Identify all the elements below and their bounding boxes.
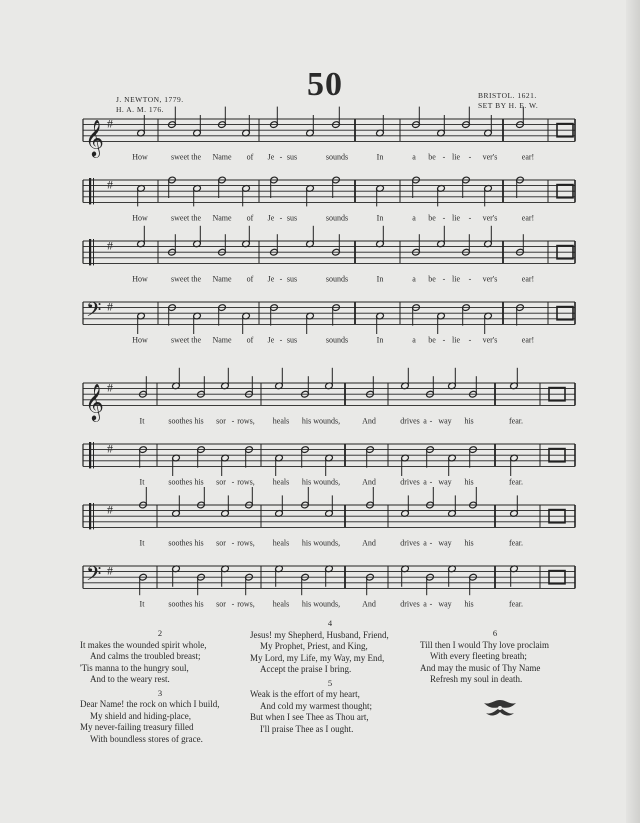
lyric-syllable: How xyxy=(132,335,148,345)
lyric-syllable: fear. xyxy=(509,599,523,609)
lyric-syllable: In xyxy=(376,335,384,345)
lyric-syllable: ear! xyxy=(521,213,535,223)
verse-number: 6 xyxy=(492,628,498,638)
page-edge-shadow xyxy=(626,0,640,823)
lyric-syllable: sus xyxy=(286,335,298,345)
lyric-syllable: a xyxy=(423,599,427,609)
hymn-number: 50 xyxy=(307,66,343,103)
lyric-syllable: Name xyxy=(212,335,232,345)
verse-line: It makes the wounded spirit whole, xyxy=(80,639,207,650)
lyric-syllable: a xyxy=(412,213,416,223)
lyric-syllable: sus xyxy=(286,213,298,223)
lyric-syllable: - xyxy=(429,599,433,609)
lyric-syllable: a xyxy=(423,416,427,426)
lyric-syllable: It xyxy=(139,538,145,548)
lyric-syllable: How xyxy=(132,213,148,223)
lyric-syllable: - xyxy=(429,477,433,487)
verse-line: With every fleeting breath; xyxy=(430,651,527,661)
lyric-syllable: drives xyxy=(400,599,420,609)
lyric-syllable: It xyxy=(139,416,145,426)
sharp-icon: # xyxy=(107,177,113,192)
lyric-syllable: sor xyxy=(216,477,226,487)
lyric-syllable: soothes his xyxy=(168,538,204,548)
lyric-syllable: sor xyxy=(216,599,226,609)
lyric-syllable: - xyxy=(442,274,446,284)
lyric-syllable: be xyxy=(428,152,436,162)
lyric-syllable: And xyxy=(362,477,376,487)
lyric-syllable: his xyxy=(464,477,474,487)
verse-line: With boundless stores of grace. xyxy=(90,733,203,744)
lyric-syllable: ver's xyxy=(482,335,498,345)
lyric-syllable: lie xyxy=(452,274,460,284)
lyric-syllable: be xyxy=(428,213,436,223)
verse-line: And to the weary rest. xyxy=(90,674,170,684)
lyric-syllable: rows, xyxy=(237,416,255,426)
lyric-syllable: sounds xyxy=(325,274,349,284)
treble-clef-icon: 𝄞 xyxy=(85,382,104,421)
lyric-syllable: his wounds, xyxy=(301,599,341,609)
lyric-syllable: his wounds, xyxy=(301,538,341,548)
lyric-syllable: sor xyxy=(216,538,226,548)
sharp-icon: # xyxy=(107,380,113,395)
lyric-syllable: heals xyxy=(272,416,290,426)
lyric-syllable: - xyxy=(429,416,433,426)
lyric-syllable: drives xyxy=(400,477,420,487)
lyric-syllable: fear. xyxy=(509,477,523,487)
lyric-syllable: ver's xyxy=(482,213,498,223)
lyric-syllable: - xyxy=(442,152,446,162)
verse-line: And cold my warmest thought; xyxy=(260,700,372,711)
lyric-syllable: In xyxy=(376,274,384,284)
verse-line: Dear Name! the rock on which I build, xyxy=(80,699,220,709)
lyric-syllable: of xyxy=(246,213,254,223)
verse-column-right xyxy=(420,628,590,686)
sharp-icon: # xyxy=(107,299,113,314)
lyric-syllable: a xyxy=(423,477,427,487)
lyric-syllable: Je xyxy=(267,213,275,223)
lyric-syllable: sus xyxy=(286,274,298,284)
lyric-syllable: ear! xyxy=(521,274,535,284)
lyric-syllable: - xyxy=(231,416,235,426)
lyric-syllable: And xyxy=(362,599,376,609)
lyric-syllable: a xyxy=(412,274,416,284)
lyric-syllable: be xyxy=(428,274,436,284)
lyric-syllable: In xyxy=(376,213,384,223)
lyric-syllable: How xyxy=(132,274,148,284)
lyric-syllable: heals xyxy=(272,477,290,487)
lyric-syllable: heals xyxy=(272,599,290,609)
sharp-icon: # xyxy=(107,502,113,517)
verse-number: 2 xyxy=(157,628,163,638)
lyric-syllable: And xyxy=(362,538,376,548)
verse-line: Refresh my soul in death. xyxy=(430,674,523,684)
lyric-syllable: way xyxy=(438,416,452,426)
lyric-syllable: - xyxy=(279,152,283,162)
verse-line: My Prophet, Priest, and King, xyxy=(260,641,368,651)
lyric-syllable: a xyxy=(423,538,427,548)
lyric-syllable: be xyxy=(428,335,436,345)
lyric-syllable: drives xyxy=(400,416,420,426)
lyric-syllable: - xyxy=(442,335,446,345)
lyric-syllable: How xyxy=(132,152,148,162)
lyric-syllable: a xyxy=(412,335,416,345)
lyric-syllable: Je xyxy=(267,335,275,345)
lyric-syllable: It xyxy=(139,599,145,609)
lyric-syllable: sweet the xyxy=(171,152,201,162)
verse-column-middle xyxy=(250,618,420,735)
lyric-syllable: sweet the xyxy=(171,274,201,284)
lyric-syllable: heals xyxy=(272,538,290,548)
c-clef-icon xyxy=(93,178,94,204)
lyric-syllable: his wounds, xyxy=(301,416,341,426)
lyric-syllable: his xyxy=(464,538,474,548)
c-clef-icon xyxy=(93,442,94,468)
lyric-syllable: fear. xyxy=(509,538,523,548)
verse-line: 'Tis manna to the hungry soul, xyxy=(80,662,189,673)
lyric-syllable: - xyxy=(468,274,472,284)
lyric-syllable: - xyxy=(468,335,472,345)
c-clef-icon xyxy=(89,178,91,204)
lyric-syllable: sounds xyxy=(325,152,349,162)
lyric-syllable: In xyxy=(376,152,384,162)
lyric-syllable: sounds xyxy=(325,213,349,223)
lyric-syllable: Name xyxy=(212,152,232,162)
lyric-syllable: sweet the xyxy=(171,213,201,223)
lyric-syllable: way xyxy=(438,477,452,487)
verse-line: Jesus! my Shepherd, Husband, Friend, xyxy=(250,629,389,640)
sharp-icon: # xyxy=(107,441,113,456)
lyric-syllable: way xyxy=(438,599,452,609)
lyric-syllable: Name xyxy=(212,274,232,284)
bass-clef-icon: 𝄢 xyxy=(86,561,102,590)
verse-line: I'll praise Thee as I ought. xyxy=(260,723,354,734)
lyric-syllable: Je xyxy=(267,274,275,284)
lyric-syllable: ver's xyxy=(482,152,498,162)
lyric-syllable: his wounds, xyxy=(301,477,341,487)
ornament-icon xyxy=(480,697,520,719)
lyric-syllable: - xyxy=(231,599,235,609)
verse-column-left xyxy=(80,628,250,745)
lyric-syllable: Name xyxy=(212,213,232,223)
lyric-syllable: - xyxy=(279,213,283,223)
verse-line: Till then I would Thy love proclaim xyxy=(420,639,549,650)
lyric-syllable: soothes his xyxy=(168,477,204,487)
lyric-syllable: - xyxy=(442,213,446,223)
lyric-syllable: sweet the xyxy=(171,335,201,345)
lyric-syllable: rows, xyxy=(237,599,255,609)
verse-line: My Lord, my Life, my Way, my End, xyxy=(250,652,385,663)
lyric-syllable: way xyxy=(438,538,452,548)
verse-line: Accept the praise I bring. xyxy=(260,664,352,674)
lyric-syllable: of xyxy=(246,274,254,284)
lyric-syllable: drives xyxy=(400,538,420,548)
lyric-syllable: It xyxy=(139,477,145,487)
lyric-syllable: fear. xyxy=(509,416,523,426)
lyric-syllable: And xyxy=(362,416,376,426)
verse-line: Weak is the effort of my heart, xyxy=(250,689,360,699)
c-clef-icon xyxy=(89,442,91,468)
lyric-syllable: - xyxy=(468,213,472,223)
lyric-syllable: - xyxy=(468,152,472,162)
lyric-syllable: soothes his xyxy=(168,599,204,609)
lyric-syllable: his xyxy=(464,599,474,609)
lyric-syllable: of xyxy=(246,152,254,162)
sharp-icon: # xyxy=(107,238,113,253)
lyric-syllable: his xyxy=(464,416,474,426)
lyric-syllable: lie xyxy=(452,152,460,162)
lyric-syllable: - xyxy=(279,274,283,284)
c-clef-icon xyxy=(93,503,94,529)
tune-name: BRISTOL. 1621. xyxy=(478,91,537,100)
lyric-syllable: lie xyxy=(452,213,460,223)
lyric-syllable: lie xyxy=(452,335,460,345)
lyric-syllable: rows, xyxy=(237,538,255,548)
verse-line: My never-failing treasury filled xyxy=(80,722,194,732)
verse-line: And may the music of Thy Name xyxy=(420,662,541,673)
lyric-syllable: sus xyxy=(286,152,298,162)
tune-setting: SET BY H. E. W. xyxy=(478,101,539,110)
verse-number: 3 xyxy=(157,687,163,698)
c-clef-icon xyxy=(89,503,91,529)
lyric-syllable: rows, xyxy=(237,477,255,487)
bass-clef-icon: 𝄢 xyxy=(86,297,102,326)
lyric-syllable: - xyxy=(231,477,235,487)
sharp-icon: # xyxy=(107,116,113,131)
c-clef-icon xyxy=(89,239,91,265)
verse-number: 4 xyxy=(327,618,333,628)
lyric-syllable: Je xyxy=(267,152,275,162)
lyric-syllable: sounds xyxy=(325,335,349,345)
lyric-syllable: ear! xyxy=(521,335,535,345)
verse-number: 5 xyxy=(327,677,333,688)
author: J. NEWTON, 1779. xyxy=(116,95,184,104)
verse-line: But when I see Thee as Thou art, xyxy=(250,712,369,722)
lyric-syllable: ver's xyxy=(482,274,498,284)
lyric-syllable: - xyxy=(279,335,283,345)
sharp-icon: # xyxy=(107,563,113,578)
lyric-syllable: of xyxy=(246,335,254,345)
lyric-syllable: sor xyxy=(216,416,226,426)
lyric-syllable: soothes his xyxy=(168,416,204,426)
c-clef-icon xyxy=(93,239,94,265)
lyric-syllable: ear! xyxy=(521,152,535,162)
lyric-syllable: - xyxy=(429,538,433,548)
verse-line: And calms the troubled breast; xyxy=(90,651,201,661)
treble-clef-icon: 𝄞 xyxy=(85,118,104,157)
ham-reference: H. A. M. 176. xyxy=(116,105,164,114)
verse-line: My shield and hiding-place, xyxy=(90,710,191,721)
lyric-syllable: a xyxy=(412,152,416,162)
lyric-syllable: - xyxy=(231,538,235,548)
